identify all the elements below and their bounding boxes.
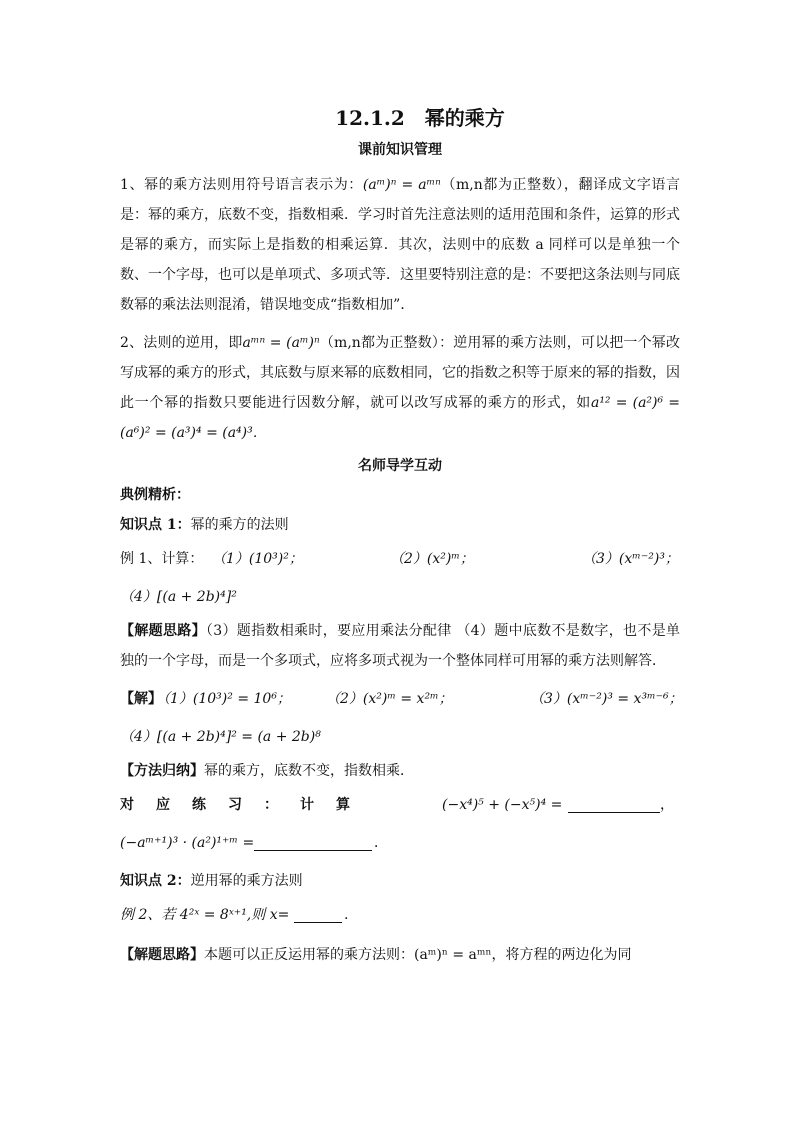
page-title: 12.1.2 幂的乘方 (335, 106, 505, 130)
idea-label: 【解题思路】 (120, 623, 206, 639)
method-label: 【方法归纳】 (120, 763, 204, 779)
p2-formula: aᵐⁿ = (aᵐ)ⁿ (242, 335, 320, 351)
paragraph-2 (120, 328, 680, 448)
solution-idea-2 (120, 940, 680, 970)
p1-note: （m,n都为正整数），翻译成文字语言是：幂的乘方，底数不变，指数相乘．学习时首先注意法则的适用范围和条件，运算的形式是幂的乘方，而实际上是指数的相乘运算．其次，法则中的底数 a 同样可以是单独一个数、一个字母，也可以是单项式、多项式等．这里要特别注意的是：不要把这条法则与同底数幂的乘法法则混淆，错误地变成“指数相加”． (120, 177, 681, 313)
solution-row (120, 680, 683, 718)
idea2-label: 【解题思路】 (120, 947, 204, 963)
typical-heading: 典例精析： (120, 487, 190, 503)
idea-text: （3）题指数相乘时，要应用乘法分配律 （4）题中底数不是数字，也不是单独的一个字母，而是一个多项式，应将多项式视为一个整体同样可用幂的乘方法则解答． (120, 623, 681, 669)
solution-4: （4）[(a + 2b)⁴]² = (a + 2b)⁸ (120, 729, 321, 745)
section-heading-2: 名师导学互动 (358, 458, 442, 474)
idea2-text: 本题可以正反运用幂的乘方法则：(aᵐ)ⁿ = aᵐⁿ，将方程的两边化为同 (204, 947, 632, 963)
example-2-row (120, 896, 680, 934)
p1-prefix: 1、幂的乘方法则用符号语言表示为： (120, 177, 363, 193)
solution-idea-1 (120, 616, 680, 676)
practice-blank-1[interactable] (568, 786, 660, 824)
ex2-end: . (344, 907, 349, 923)
solution-2: （2）(x²)ᵐ = x²ᵐ； (326, 691, 453, 707)
method-text: 幂的乘方，底数不变，指数相乘． (204, 763, 414, 779)
solution-1: （1）(10³)² = 10⁶； (156, 691, 291, 707)
example-1-row-2 (120, 578, 680, 616)
ex1-item-1: （1）(10³)²； (212, 551, 303, 567)
solution-row-2 (120, 718, 680, 756)
practice-expression-2: (−aᵐ⁺¹)³ · (a²)¹⁺ᵐ = (120, 835, 255, 851)
practice-row (120, 786, 680, 824)
document-page (120, 100, 683, 970)
kp1-label: 知识点 1： (120, 517, 191, 533)
practice-comma: ， (660, 797, 674, 813)
practice-period: ． (374, 835, 388, 851)
ex1-label: 例 1、计算： (120, 551, 204, 567)
p1-formula: (aᵐ)ⁿ = aᵐⁿ (362, 177, 441, 193)
kp1-text: 幂的乘方的法则 (190, 517, 289, 533)
kp2-text: 逆用幂的乘方法则 (190, 873, 303, 889)
p2-note: （m,n都为正整数）：逆用幂的乘方法则，可以把一个幂改写成幂的乘方的形式，其底数与原来幂的底数相同，它的指数之积等于原来的幂的指数，因此一个幂的指数只要能进行因数分解，就可以改写成幂的乘方的形式，如 (120, 335, 680, 411)
knowledge-point-1 (120, 510, 680, 540)
paragraph-1 (120, 170, 680, 320)
solution-label: 【解】 (120, 691, 162, 707)
ex1-item-2: （2）(x²)ᵐ； (390, 551, 474, 567)
practice-label: 对应练习：计算 (120, 797, 372, 813)
section-heading-1: 课前知识管理 (358, 142, 442, 158)
p2-example: a¹² = (a²)⁶ = (a⁶)² = (a³)⁴ = (a⁴)³． (120, 395, 680, 441)
ex1-item-3: （3）(xᵐ⁻²)³； (582, 551, 679, 567)
example-1-row (120, 540, 680, 578)
ex2-blank[interactable] (294, 896, 342, 934)
ex1-item-4: （4）[(a + 2b)⁴]² (120, 589, 237, 605)
method-summary (120, 756, 680, 786)
practice-expression-1: (−x⁴)⁵ + (−x⁵)⁴ = (442, 797, 563, 813)
kp2-label: 知识点 2： (120, 873, 191, 889)
p2-prefix: 2、法则的逆用，即 (120, 335, 243, 351)
practice-blank-2[interactable] (254, 824, 372, 862)
knowledge-point-2 (120, 866, 680, 896)
solution-3: （3）(xᵐ⁻²)³ = x³ᵐ⁻⁶； (530, 691, 683, 707)
ex2-text: 例 2、若 4²ˣ = 8ˣ⁺¹,则 x= (120, 907, 290, 923)
practice-row-2 (120, 824, 680, 862)
